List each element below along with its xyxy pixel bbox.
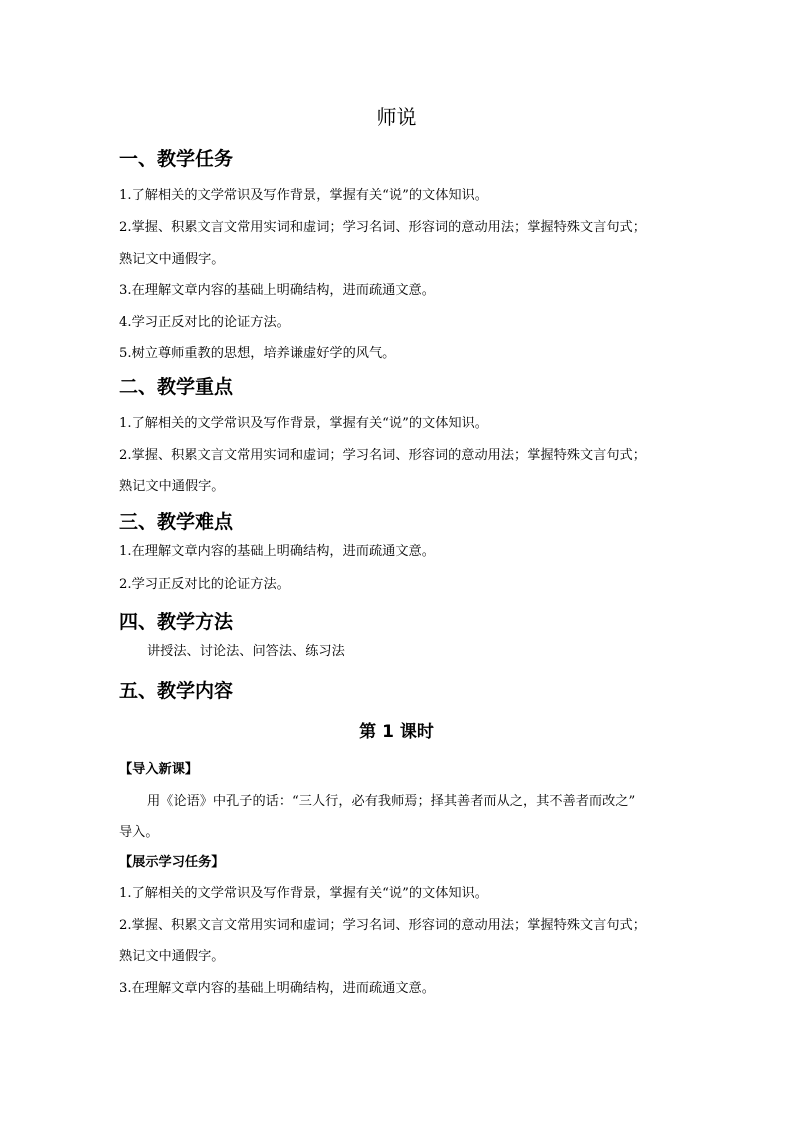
paragraph-line: 1.了解相关的文学常识及写作背景，掌握有关“说”的文体知识。 bbox=[119, 188, 488, 203]
section-heading-key-points: 二、教学重点 bbox=[119, 376, 234, 398]
paragraph-line: 2.学习正反对比的论证方法。 bbox=[119, 577, 290, 592]
paragraph-line: 2.掌握、积累文言文常用实词和虚词；学习名词、形容词的意动用法；掌握特殊文言句式； bbox=[119, 918, 646, 933]
sub-heading-introduction: 【导入新课】 bbox=[119, 762, 199, 777]
lesson-title: 第 1 课时 bbox=[359, 722, 434, 742]
sub-heading-learning-tasks: 【展示学习任务】 bbox=[119, 855, 225, 870]
paragraph-line: 1.了解相关的文学常识及写作背景，掌握有关“说”的文体知识。 bbox=[119, 886, 488, 901]
paragraph-line: 4.学习正反对比的论证方法。 bbox=[119, 315, 290, 330]
section-heading-difficult-points: 三、教学难点 bbox=[119, 511, 234, 533]
paragraph-line: 用《论语》中孔子的话：“三人行，必有我师焉；择其善者而从之，其不善者而改之” bbox=[147, 794, 636, 809]
paragraph-line: 熟记文中通假字。 bbox=[119, 479, 225, 494]
paragraph-line: 3.在理解文章内容的基础上明确结构，进而疏通文意。 bbox=[119, 283, 435, 298]
section-heading-teaching-content: 五、教学内容 bbox=[119, 680, 234, 702]
paragraph-line: 2.掌握、积累文言文常用实词和虚词；学习名词、形容词的意动用法；掌握特殊文言句式； bbox=[119, 220, 646, 235]
document-title: 师说 bbox=[376, 105, 417, 129]
paragraph-line: 5.树立尊师重教的思想，培养谦虚好学的风气。 bbox=[119, 346, 396, 361]
section-heading-teaching-tasks: 一、教学任务 bbox=[119, 148, 234, 170]
paragraph-line: 1.在理解文章内容的基础上明确结构，进而疏通文意。 bbox=[119, 544, 435, 559]
paragraph-line: 1.了解相关的文学常识及写作背景，掌握有关“说”的文体知识。 bbox=[119, 416, 488, 431]
paragraph-line: 讲授法、讨论法、问答法、练习法 bbox=[147, 644, 345, 659]
paragraph-line: 3.在理解文章内容的基础上明确结构，进而疏通文意。 bbox=[119, 981, 435, 996]
section-heading-teaching-methods: 四、教学方法 bbox=[119, 611, 234, 633]
paragraph-line: 熟记文中通假字。 bbox=[119, 949, 225, 964]
paragraph-line: 导入。 bbox=[119, 825, 159, 840]
paragraph-line: 2.掌握、积累文言文常用实词和虚词；学习名词、形容词的意动用法；掌握特殊文言句式； bbox=[119, 448, 646, 463]
paragraph-line: 熟记文中通假字。 bbox=[119, 252, 225, 267]
